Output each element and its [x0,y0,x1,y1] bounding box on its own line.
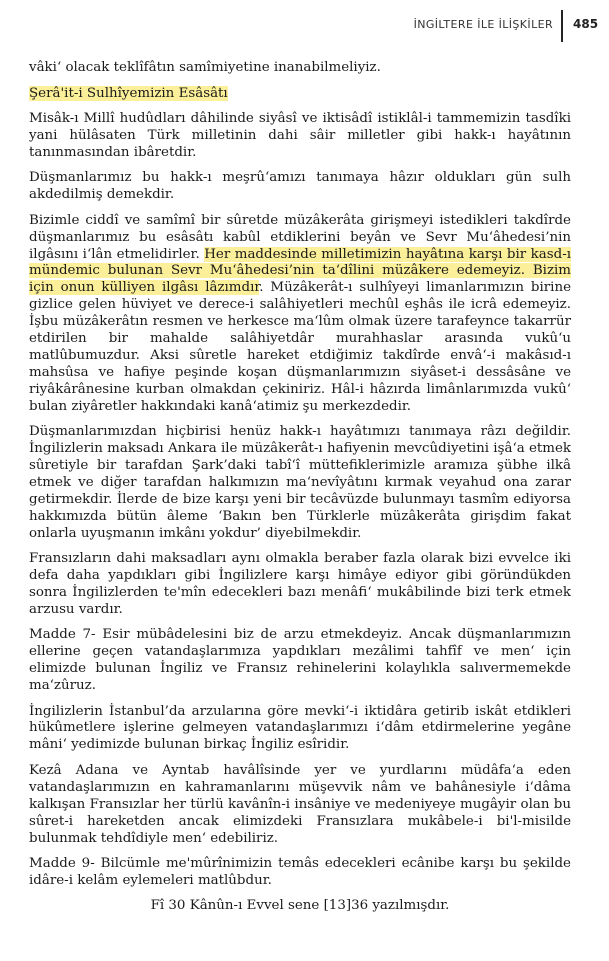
paragraph-3-rest: . Müzâkerât-ı sulhîyeyi limanlarımızın birine gizlice gelen hüviyet ve derece-i salâhiyetleri mechûl eşhâs ile icrâ edemeyiz. İşbu müzâkerâtın resmen ve herkesce ma‘lûm olmak üzere tarafeynce takarrür etdirilen bir mahalde salâhiyetdâr murahhaslar arasında vukû‘u matlûbumuzdur. Aksi sûretle hareket etdiğimiz takdîrde envâ‘-i makâsıd-ı mahsûsa ve hafiye peşinde koşan düşmanlarımızın siyâset-i dessâsâne ve riyâkârânesine kurban olmakdan çekiniriz. Hâl-i hâzırda limânlarımızda vukû‘ bulan ziyâretler hakkındaki kanâ‘atimiz şu merkezdedir. [29,280,571,414]
section-heading [29,86,571,103]
paragraph-5: Fransızların dahi maksadları aynı olmakla beraber fazla olarak bizi evvelce iki defa daha yapdıkları gibi İngilizlere karşı himâye ediyor gibi göründükden sonra İngilizlerden te'mîn edecekleri bazı menâfi‘ mukâbilinde bizi terk etmek arzusu vardır. [29,551,571,617]
paragraph-4: Düşmanlarımızdan hiçbirisi henüz hakk-ı hayâtımızı tanımaya râzı değildir. İngilizlerin maksadı Ankara ile müzâkerât-ı hafiyenin mevcûdiyetini işâ‘a etmek sûretiyle bir tarafdan Şark’daki tabî‘î müttefiklerimizle aramıza şübhe ilkâ etmek ve diğer tarafdan halkımızın ma‘nevîyâtını kırmak veyahud ona zarar getirmekdir. İlerde de bize karşı yeni bir tecâvüzde bulunmayı tasmîm ediyorsa hakkımızda bütün âleme ‘Bakın ben Türklerle müzâkerâta girişdim fakat onlarla uyuşmanın imkânı yokdur’ diyebilmekdir. [29,424,571,541]
highlighted-passage: Her maddesinde milletimizin hayâtına karşı bir kasd-ı mündemic bulunan Sevr Mu‘âhedesi’nin ta‘dîlini müzâkere edemeyiz. Bizim için onun külliyen ilgâsı lâzımdır [29,246,572,296]
page-body [29,60,571,924]
page-header [0,0,609,48]
paragraph-madde-7: Madde 7- Esir mübâdelesini biz de arzu etmekdeyiz. Ancak düşmanlarımızın ellerine geçen vatandaşlarımıza yapdıkları mezâlimi tahfîf ve men‘ için elimizde bulunan İngiliz ve Fransız rehinelerini kolaylıkla salıvermemekde ma‘zûruz. [29,627,571,694]
closing-date-line: Fî 30 Kânûn-ı Evvel sene [13]36 yazılmışdır. [150,898,450,914]
running-title: İNGİLTERE İLE İLİŞKİLER [413,18,553,31]
paragraph-continuation: vâki‘ olacak teklîfâtın samîmiyetine inanabilmeliyiz. [29,60,381,75]
paragraph-1: Misâk-ı Millî hudûdları dâhilinde siyâsî ve iktisâdî istiklâl-i tammemizin tasdîki yani hülâsaten Türk milletinin dahi sâir milletler gibi hakk-ı hayâtının tanınmasından ibâretdir. [29,111,571,160]
paragraph-7: İngilizlerin İstanbul’da arzularına göre mevki‘-i iktidâra getirib iskât etdikleri hükûmetlere işlerine gelmeyen vatandaşlarımızı i‘dâm etdirmelerine yegâne mâni‘ yedimizde bulunan birkaç İngiliz esîridir. [29,703,571,753]
paragraph-3 [29,213,571,416]
paragraph-2: Düşmanlarımız bu hakk-ı meşrû‘amızı tanımaya hâzır oldukları gün sulh akdedilmiş demekdir. [29,170,571,203]
paragraph-3-start: Bizimle ciddî ve samîmî bir sûretde müzâkerâta girişmeyi istedikleri takdîrde düşmanlarımız bu esâsâtı kabûl etdiklerini beyân ve Sevr Mu‘âhedesi’nin ilgâsını i‘lân etmelidirler. [29,212,571,262]
paragraph-8: Kezâ Adana ve Ayntab havâlîsinde yer ve yurdlarını müdâfa‘a eden vatandaşlarımızın en kahramanlarını müşevvik nâm ve bahânesiyle i‘dâma kalkışan Fransızlar her türlü kavânîn-i insâniye ve medeniyeye mugâyir olan bu sûret-i hareketden ancak elimizdeki Fransızlara mukâbele-i bi'l-misilde bulunmak tehdîdiyle men‘ edebiliriz. [29,762,571,846]
paragraph-madde-9: Madde 9- Bilcümle me'mûrînimizin temâs edecekleri ecânibe karşı bu şekilde idâre-i kelâm eylemeleri matlûbdur. [29,856,571,888]
page-number: 485 [573,17,599,31]
header-divider [561,10,563,42]
section-heading-text: Şerâ'it-i Sulhîyemizin Esâsâtı [29,85,228,101]
